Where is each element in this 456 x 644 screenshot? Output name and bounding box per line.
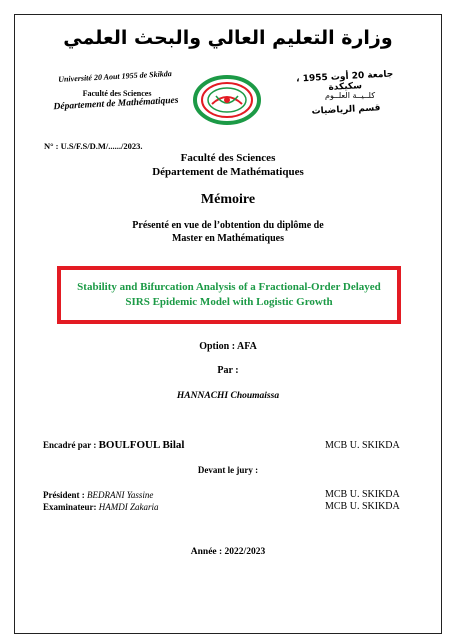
university-name-ar: جامعة 20 أوت 1955 ، سكيكدة (295, 69, 394, 93)
examiner-row (43, 501, 400, 512)
department-name-ar: قسم الرياضيات (311, 103, 381, 117)
supervisor-row (43, 439, 400, 451)
faculty-heading: Faculté des Sciences (180, 152, 276, 164)
president-rank: MCB U. SKIKDA (325, 489, 400, 500)
supervisor-label: Encadré par : (43, 440, 99, 450)
faculty-name-fr: Faculté des Sciences (82, 89, 152, 98)
ministry-title-ar: وزارة التعليم العالي والبحث العلمي (63, 27, 393, 49)
supervisor-name: BOULFOUL Bilal (98, 439, 185, 451)
degree-line: Master en Mathématiques (171, 233, 285, 244)
reference-number: N° : U.S/F.S/D.M/....../2023. (44, 141, 143, 151)
par-line: Par : (217, 365, 239, 376)
president-row (43, 489, 400, 500)
jury-heading: Devant le jury : (197, 465, 259, 475)
university-name-fr: Université 20 Aout 1955 de Skikda (57, 69, 173, 84)
university-logo (192, 74, 262, 126)
presented-line: Présenté en vue de l’obtention du diplôme de (132, 220, 324, 231)
department-heading: Département de Mathématiques (152, 166, 304, 178)
department-name-fr: Département de Mathématiques (53, 95, 179, 113)
academic-year: Année : 2022/2023 (190, 547, 266, 557)
document-type: Mémoire (200, 192, 256, 207)
author-name: HANNACHI Choumaissa (176, 391, 280, 401)
thesis-title-box (57, 266, 401, 324)
faculty-name-ar: كلــيــة العلــوم (324, 91, 376, 100)
examiner-name: HAMDI Zakaria (98, 502, 159, 512)
president-name: BEDRANI Yassine (87, 490, 154, 500)
supervisor-rank: MCB U. SKIKDA (325, 440, 400, 451)
examiner-label: Examinateur: (43, 502, 99, 512)
thesis-title: Stability and Bifurcation Analysis of a Fractional-Order Delayed SIRS Epidemic Model with Logistic Growth (77, 281, 381, 308)
president-label: Président : (43, 490, 87, 500)
examiner-rank: MCB U. SKIKDA (325, 501, 400, 512)
option-line: Option : AFA (199, 341, 257, 352)
